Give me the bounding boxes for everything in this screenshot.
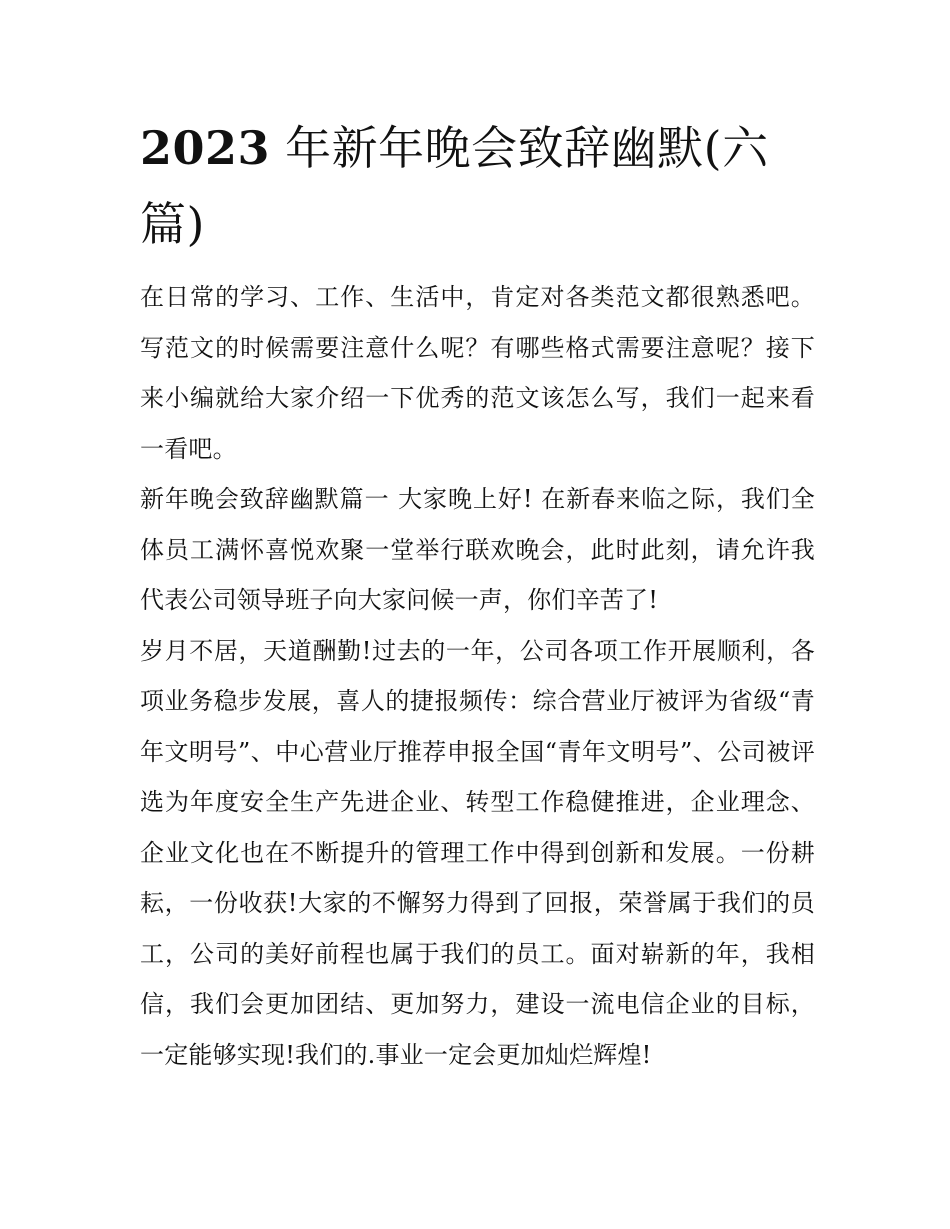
title-text: 年新年晚会致辞幽默(六篇) [140, 121, 769, 251]
title-year: 2023 [140, 121, 271, 175]
paragraph-review: 岁月不居，天道酬勤!过去的一年，公司各项工作开展顺利，各项业务稳步发展，喜人的捷报频传：综合营业厅被评为省级“青年文明号”、中心营业厅推荐申报全国“青年文明号”、公司被评选为年度安全生产先进企业、转型工作稳健推进，企业理念、企业文化也在不断提升的管理工作中得到创新和发展。一份耕耘，一份收获!大家的不懈努力得到了回报，荣誉属于我们的员工，公司的美好前程也属于我们的员工。面对崭新的年，我相信，我们会更加团结、更加努力，建设一流电信企业的目标，一定能够实现!我们的.事业一定会更加灿烂辉煌! [140, 636, 815, 1069]
paragraph-greeting: 新年晚会致辞幽默篇一 大家晚上好! 在新春来临之际，我们全体员工满怀喜悦欢聚一堂举行联欢晚会，此时此刻，请允许我代表公司领导班子向大家问候一声，你们辛苦了! [140, 485, 815, 614]
document-page [140, 110, 815, 1080]
document-title [140, 110, 815, 262]
document-body [140, 272, 815, 1080]
paragraph-intro: 在日常的学习、工作、生活中，肯定对各类范文都很熟悉吧。写范文的时候需要注意什么呢？有哪些格式需要注意呢？接下来小编就给大家介绍一下优秀的范文该怎么写，我们一起来看一看吧。 [140, 283, 815, 463]
